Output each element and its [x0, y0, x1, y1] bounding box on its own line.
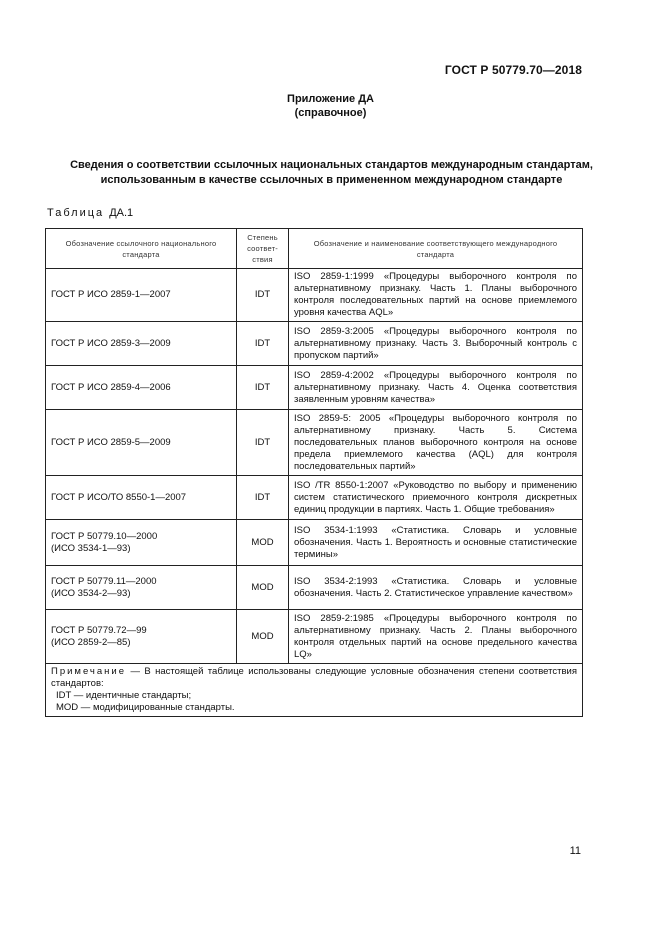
international-standard-cell: ISO 2859-3:2005 «Процедуры выборочного контроля по альтернативному признаку. Часть 3. Выборочный контроль с пропуском партий»	[289, 322, 583, 366]
table-row	[46, 610, 583, 664]
table-row	[46, 269, 583, 322]
table-row	[46, 476, 583, 520]
international-standard-cell: ISO /TR 8550-1:2007 «Руководство по выбору и применению систем статистического приемочного контроля дискретных единиц продукции в партиях. Часть 1. Общие требования»	[289, 476, 583, 520]
section-title	[40, 158, 623, 188]
national-standard-cell	[46, 610, 237, 664]
document-id: ГОСТ Р 50779.70—2018	[444, 63, 582, 77]
header-international-standard: Обозначение и наименование соответствующего международного стандарта	[289, 229, 583, 269]
international-standard-cell: ISO 2859-4:2002 «Процедуры выборочного контроля по альтернативному признаку. Часть 4. Оценка соответствия заявленным уровням качества»	[289, 366, 583, 410]
national-standard-cell	[46, 269, 237, 322]
page-number: 11	[569, 845, 581, 857]
section-title-line-2: использованным в качестве ссылочных в примененном международном стандарте	[100, 174, 563, 186]
note-idt-definition: IDT — идентичные стандарты;	[56, 690, 192, 701]
national-standard-iso-equivalent: (ИСО 2859-2—85)	[51, 636, 131, 648]
degree-cell: IDT	[237, 269, 289, 322]
national-standard-cell	[46, 410, 237, 476]
national-standard-cell	[46, 322, 237, 366]
table-caption-number: ДА.1	[109, 207, 134, 219]
degree-cell: MOD	[237, 566, 289, 610]
table-row	[46, 566, 583, 610]
national-standard-cell	[46, 476, 237, 520]
international-standard-cell: ISO 3534-1:1993 «Статистика. Словарь и условные обозначения. Часть 1. Вероятность и основные статистические термины»	[289, 520, 583, 566]
table-caption-word: Таблица	[47, 207, 105, 219]
appendix-title: Приложение ДА	[287, 93, 374, 105]
international-standard-cell: ISO 3534-2:1993 «Статистика. Словарь и условные обозначения. Часть 2. Статистическое управление качеством»	[289, 566, 583, 610]
international-standard-cell: ISO 2859-1:1999 «Процедуры выборочного контроля по альтернативному признаку. Часть 1. Планы выборочного контроля последовательных партий на основе приемлемого уровня качества AQL»	[289, 269, 583, 322]
appendix-subtitle: (справочное)	[294, 107, 367, 119]
header-degree: Степень соответ-ствия	[237, 229, 289, 269]
appendix-heading	[0, 92, 661, 120]
national-standard: ГОСТ Р ИСО 2859-4—2006	[51, 381, 171, 393]
table-note	[46, 664, 583, 717]
table-row	[46, 366, 583, 410]
degree-cell: IDT	[237, 366, 289, 410]
degree-cell: IDT	[237, 410, 289, 476]
note-label: Примечание	[51, 666, 126, 677]
international-standard-cell: ISO 2859-2:1985 «Процедуры выборочного контроля по альтернативному признаку. Часть 2. Планы выборочного контроля отдельных партий на основе предельного качества LQ»	[289, 610, 583, 664]
national-standard: ГОСТ Р 50779.11—2000	[51, 575, 157, 587]
national-standard: ГОСТ Р ИСО/ТО 8550-1—2007	[51, 491, 187, 503]
table-note-row	[46, 664, 583, 717]
national-standard: ГОСТ Р ИСО 2859-3—2009	[51, 337, 171, 349]
table-header-row	[46, 229, 583, 269]
national-standard: ГОСТ Р ИСО 2859-1—2007	[51, 289, 171, 300]
degree-cell: IDT	[237, 476, 289, 520]
degree-cell: MOD	[237, 610, 289, 664]
header-national-standard: Обозначение ссылочного национального стандарта	[46, 229, 237, 269]
degree-cell: IDT	[237, 322, 289, 366]
national-standard-cell	[46, 566, 237, 610]
table-row	[46, 410, 583, 476]
national-standard: ГОСТ Р ИСО 2859-5—2009	[51, 436, 171, 448]
table-row	[46, 322, 583, 366]
note-text: — В настоящей таблице использованы следующие условные обозначения степени соответствия стандартов:	[51, 666, 577, 689]
international-standard-cell: ISO 2859-5: 2005 «Процедуры выборочного контроля по альтернативному признаку. Часть 5. Система последовательных планов выборочного контроля на основе предела приемлемого качества (AQL) для контроля последовательных партий»	[289, 410, 583, 476]
national-standard: ГОСТ Р 50779.10—2000	[51, 530, 158, 542]
national-standard-cell	[46, 366, 237, 410]
section-title-line-1: Сведения о соответствии ссылочных национальных стандартов международным стандартам,	[70, 159, 593, 171]
note-mod-definition: MOD — модифицированные стандарты.	[56, 702, 235, 713]
national-standard-cell	[46, 520, 237, 566]
table-row	[46, 520, 583, 566]
degree-cell: MOD	[237, 520, 289, 566]
table-caption	[47, 207, 133, 219]
national-standard-iso-equivalent: (ИСО 3534-1—93)	[51, 542, 131, 554]
standards-table	[45, 228, 583, 717]
national-standard: ГОСТ Р 50779.72—99	[51, 624, 147, 636]
national-standard-iso-equivalent: (ИСО 3534-2—93)	[51, 587, 131, 599]
